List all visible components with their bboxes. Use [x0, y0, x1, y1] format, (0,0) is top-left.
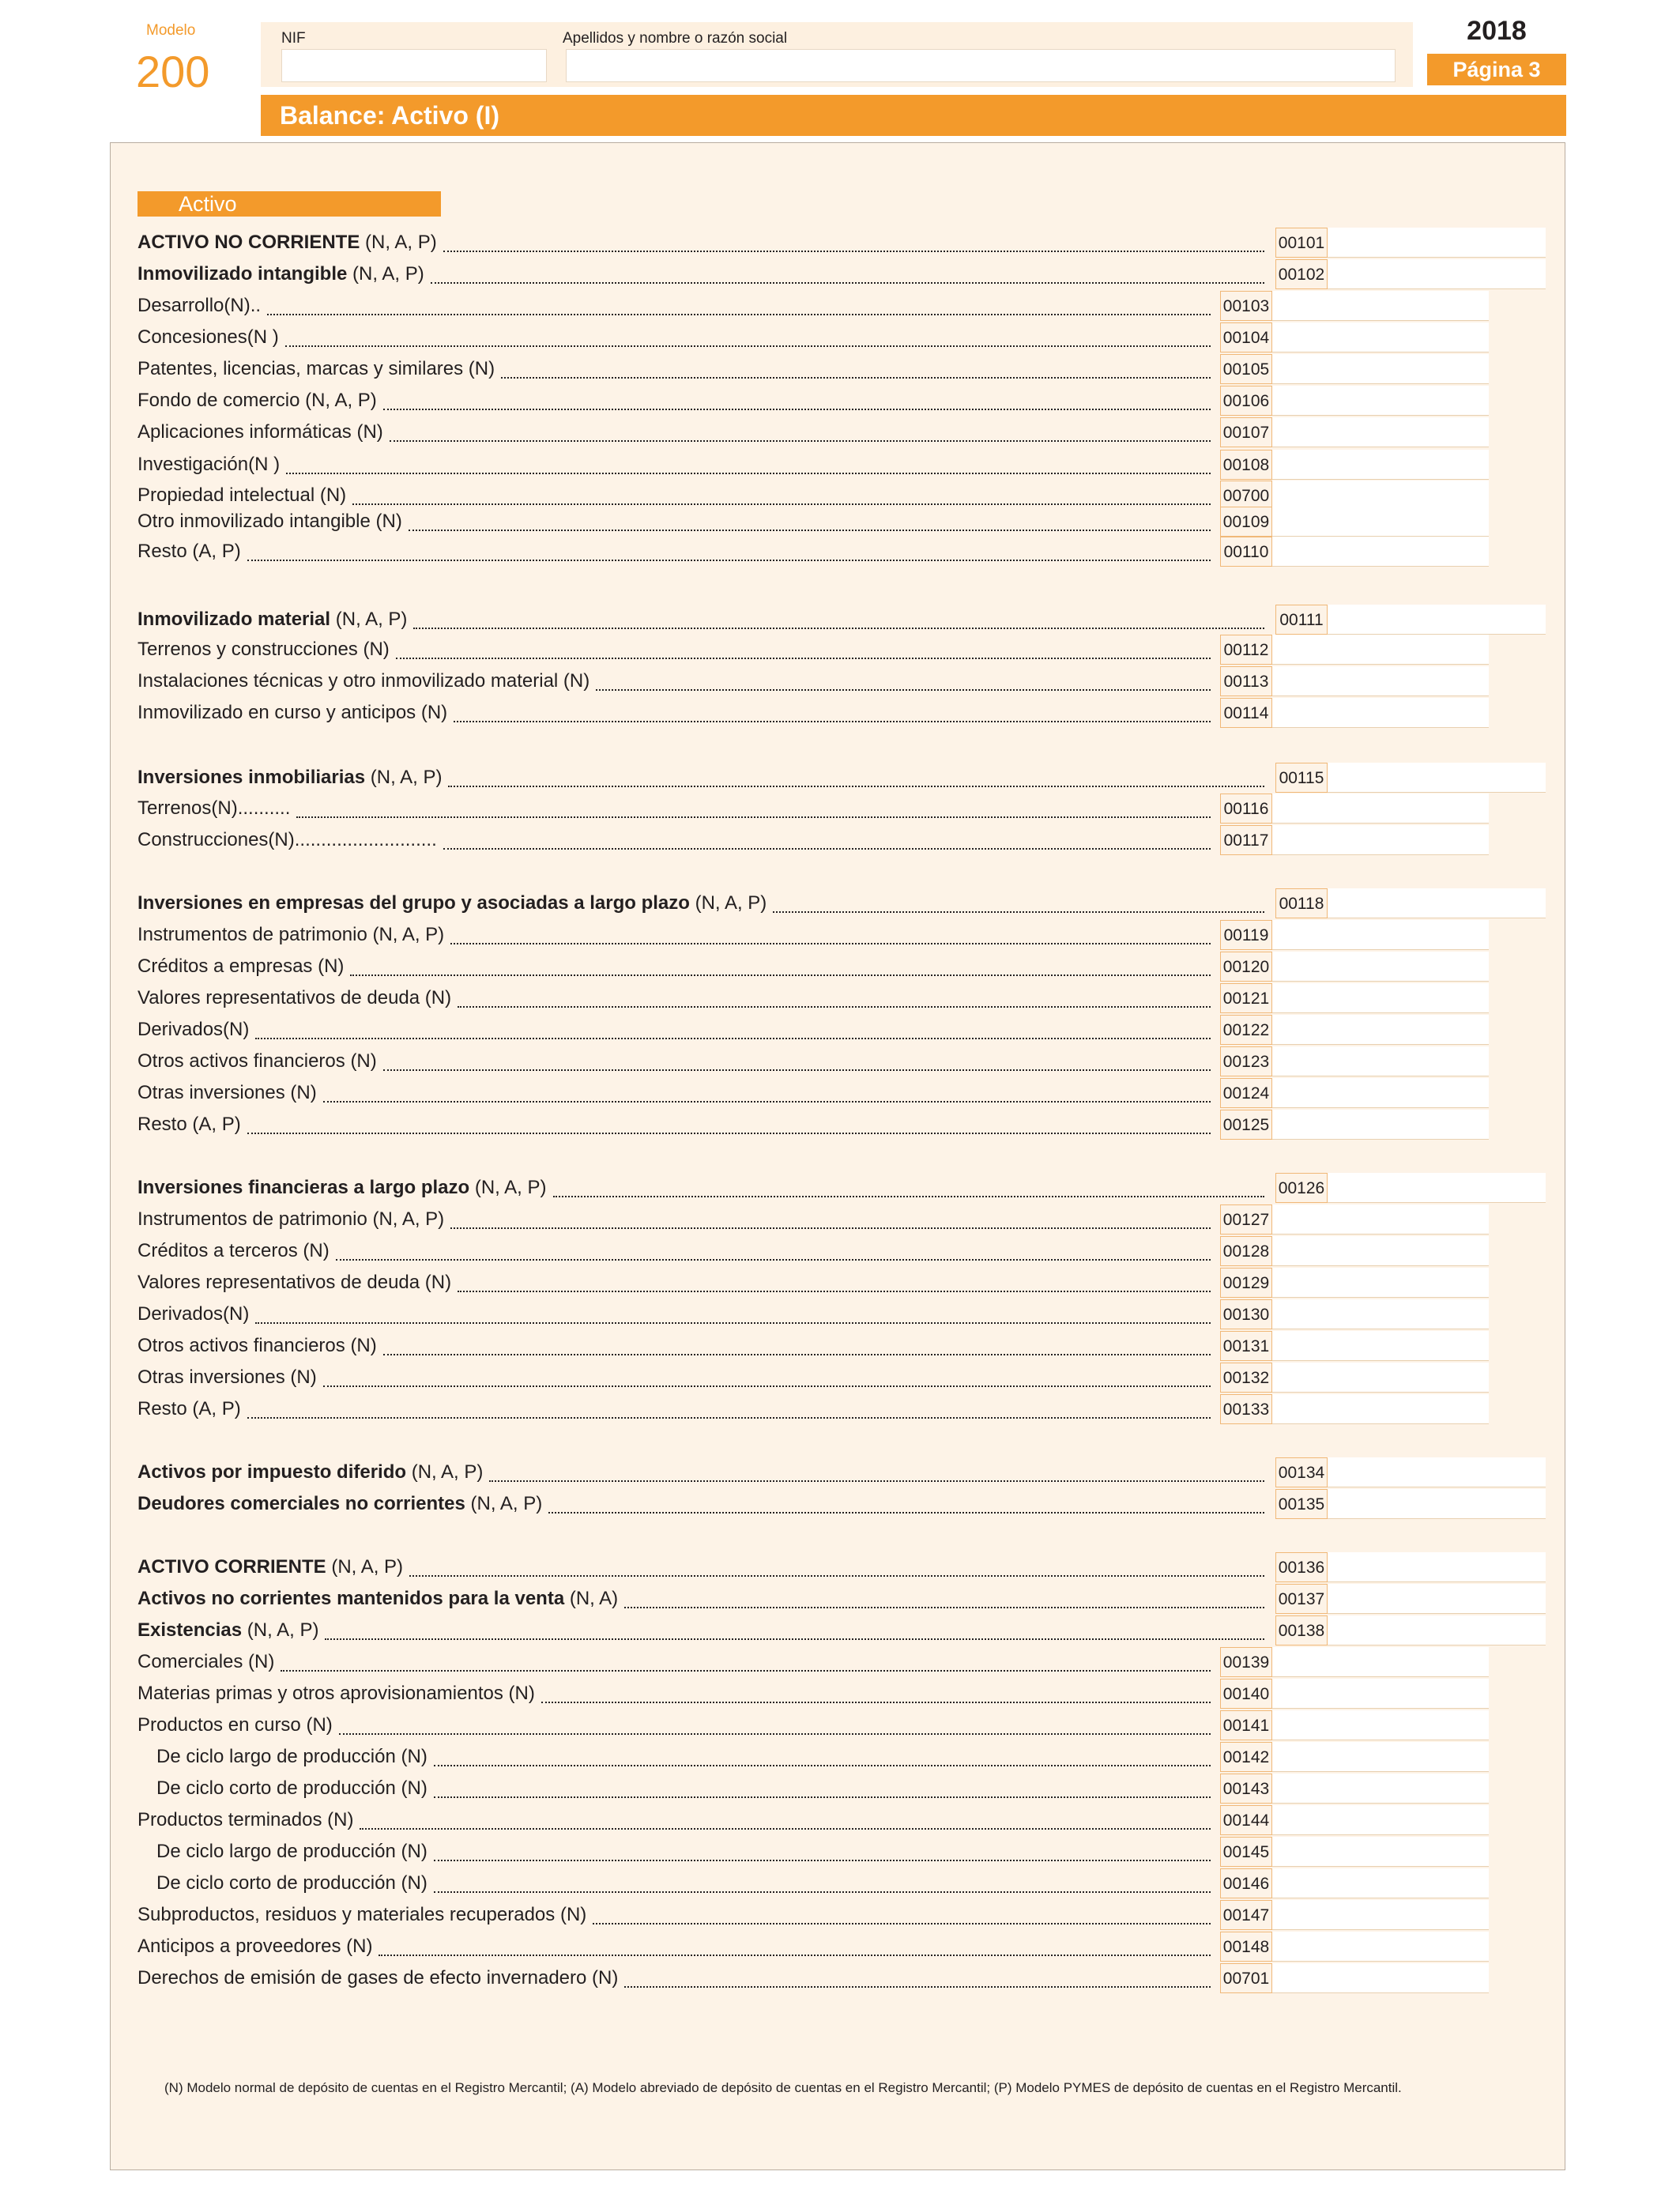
dotted-leader: [350, 973, 1211, 976]
dotted-leader: [281, 1668, 1211, 1672]
amount-input-00129[interactable]: [1272, 1268, 1489, 1298]
row-label-main: Terrenos(N)..........: [137, 797, 291, 819]
page-number: Página 3: [1427, 54, 1566, 85]
amount-input-00148[interactable]: [1272, 1932, 1489, 1962]
row-label-main: Deudores comerciales no corrientes: [137, 1493, 465, 1514]
dotted-leader: [285, 344, 1211, 347]
amount-input-00127[interactable]: [1272, 1204, 1489, 1235]
field-code: 00136: [1275, 1552, 1328, 1582]
nif-label: NIF: [281, 30, 306, 47]
row-label-00117: [137, 827, 437, 853]
dotted-leader: [553, 1194, 1264, 1197]
dotted-leader: [431, 281, 1264, 284]
field-code: 00123: [1220, 1046, 1272, 1076]
dotted-leader: [624, 1605, 1264, 1608]
row-label-00101: [137, 230, 437, 255]
field-code: 00126: [1275, 1173, 1328, 1203]
row-label-main: Créditos a empresas (N): [137, 956, 345, 977]
field-code: 00127: [1220, 1204, 1272, 1235]
dotted-leader: [296, 815, 1211, 818]
row-label-main: Materias primas y otros aprovisionamientos (N): [137, 1683, 535, 1704]
field-code: 00117: [1220, 825, 1272, 855]
row-label-main: Terrenos y construcciones (N): [137, 639, 390, 660]
amount-input-00141[interactable]: [1272, 1710, 1489, 1740]
row-label-00111: [137, 607, 407, 632]
row-label-00701: [137, 1966, 618, 1991]
row-label-main: Valores representativos de deuda (N): [137, 1272, 452, 1293]
name-field[interactable]: [566, 49, 1396, 82]
row-label-00144: [137, 1808, 353, 1833]
amount-input-00109[interactable]: [1272, 507, 1489, 537]
dotted-leader: [458, 1005, 1211, 1008]
dotted-leader: [247, 1131, 1211, 1134]
amount-input-00121[interactable]: [1272, 983, 1489, 1013]
row-label-00700: [137, 483, 346, 508]
amount-input-00116[interactable]: [1272, 794, 1489, 824]
field-code: 00112: [1220, 635, 1272, 665]
row-label-main: Desarrollo(N)..: [137, 295, 262, 316]
field-code: 00700: [1220, 481, 1272, 511]
amount-input-00145[interactable]: [1272, 1837, 1489, 1867]
field-code: 00110: [1220, 537, 1272, 567]
amount-input-00103[interactable]: [1272, 291, 1489, 321]
dotted-leader: [489, 1479, 1264, 1482]
amount-input-00108[interactable]: [1272, 450, 1489, 480]
field-code: 00148: [1220, 1932, 1272, 1962]
amount-input-00102[interactable]: [1328, 259, 1546, 289]
field-code: 00137: [1275, 1584, 1328, 1614]
row-label-00108: [137, 452, 280, 477]
row-label-00113: [137, 669, 590, 694]
row-label-00118: [137, 891, 767, 916]
amount-input-00106[interactable]: [1272, 386, 1489, 416]
field-code: 00124: [1220, 1078, 1272, 1108]
row-label-00115: [137, 765, 442, 790]
row-label-suffix: (N, A, P): [406, 1461, 484, 1483]
dotted-leader: [434, 1890, 1211, 1893]
name-label: Apellidos y nombre o razón social: [563, 30, 788, 47]
amount-input-00115[interactable]: [1328, 763, 1546, 793]
row-label-00143: [156, 1776, 428, 1801]
amount-input-00111[interactable]: [1328, 605, 1546, 635]
dotted-leader: [383, 407, 1211, 410]
dotted-leader: [454, 719, 1211, 722]
row-label-00126: [137, 1175, 547, 1201]
row-label-00148: [137, 1934, 372, 1959]
row-label-00123: [137, 1049, 377, 1074]
field-code: 00141: [1220, 1710, 1272, 1740]
amount-input-00123[interactable]: [1272, 1046, 1489, 1076]
field-code: 00108: [1220, 450, 1272, 480]
field-code: 00135: [1275, 1489, 1328, 1519]
field-code: 00132: [1220, 1363, 1272, 1393]
dotted-leader: [541, 1700, 1211, 1703]
field-code: 00105: [1220, 354, 1272, 384]
row-label-00131: [137, 1333, 377, 1359]
amount-input-00104[interactable]: [1272, 322, 1489, 352]
amount-input-00112[interactable]: [1272, 635, 1489, 665]
field-code: 00114: [1220, 698, 1272, 728]
amount-input-00128[interactable]: [1272, 1236, 1489, 1266]
row-label-00138: [137, 1618, 318, 1643]
row-label-main: Derivados(N): [137, 1019, 250, 1040]
form-year: 2018: [1467, 16, 1527, 46]
row-label-suffix: (N, A, P): [326, 1556, 404, 1578]
row-label-suffix: (N, A): [564, 1588, 619, 1609]
row-label-main: Otros activos financieros (N): [137, 1335, 377, 1356]
field-code: 00131: [1220, 1331, 1272, 1361]
dotted-leader: [448, 784, 1264, 787]
amount-input-00126[interactable]: [1328, 1173, 1546, 1203]
row-label-00133: [137, 1397, 241, 1422]
field-code: 00119: [1220, 920, 1272, 950]
row-label-main: ACTIVO NO CORRIENTE: [137, 232, 360, 253]
field-code: 00107: [1220, 417, 1272, 447]
row-label-main: Inmovilizado intangible: [137, 263, 348, 285]
row-label-00128: [137, 1238, 330, 1264]
amount-input-00142[interactable]: [1272, 1742, 1489, 1772]
field-code: 00122: [1220, 1015, 1272, 1045]
amount-input-00133[interactable]: [1272, 1394, 1489, 1424]
row-label-suffix: (N, A, P): [330, 609, 408, 630]
dotted-leader: [247, 1416, 1211, 1419]
field-code: 00129: [1220, 1268, 1272, 1298]
dotted-leader: [323, 1384, 1211, 1387]
row-label-00103: [137, 293, 261, 319]
field-code: 00115: [1275, 763, 1328, 793]
row-label-00107: [137, 420, 383, 445]
row-label-main: Anticipos a proveedores (N): [137, 1936, 373, 1957]
amount-input-00114[interactable]: [1272, 698, 1489, 728]
amount-input-00120[interactable]: [1272, 952, 1489, 982]
row-label-00142: [156, 1744, 428, 1770]
field-code: 00140: [1220, 1679, 1272, 1709]
dotted-leader: [413, 626, 1264, 629]
field-code: 00104: [1220, 322, 1272, 352]
row-label-00132: [137, 1365, 317, 1390]
amount-input-00138[interactable]: [1328, 1615, 1546, 1646]
nif-field[interactable]: [281, 49, 547, 82]
dotted-leader: [409, 1574, 1264, 1577]
field-code: 00145: [1220, 1837, 1272, 1867]
field-code: 00146: [1220, 1868, 1272, 1898]
dotted-leader: [548, 1510, 1264, 1514]
amount-input-00134[interactable]: [1328, 1457, 1546, 1487]
row-label-main: Instrumentos de patrimonio (N, A, P): [137, 924, 445, 945]
row-label-main: Otras inversiones (N): [137, 1367, 317, 1388]
amount-input-00113[interactable]: [1272, 666, 1489, 696]
row-label-main: Productos en curso (N): [137, 1714, 333, 1736]
page-title: Balance: Activo (I): [261, 95, 1566, 136]
row-label-00135: [137, 1491, 542, 1517]
dotted-leader: [255, 1321, 1211, 1324]
row-label-main: Resto (A, P): [137, 1114, 241, 1135]
dotted-leader: [773, 910, 1264, 913]
row-label-main: Inversiones en empresas del grupo y asociadas a largo plazo: [137, 892, 690, 914]
footnote: (N) Modelo normal de depósito de cuentas en el Registro Mercantil; (A) Modelo abreviado de depósito de cuentas en el Registro Mercantil; (P) Modelo PYMES de depósito de cuentas en el Registro Mercantil.: [164, 2080, 1402, 2095]
amount-input-00101[interactable]: [1328, 228, 1546, 258]
dotted-leader: [286, 471, 1211, 474]
field-code: 00128: [1220, 1236, 1272, 1266]
field-code: 00116: [1220, 794, 1272, 824]
amount-input-00144[interactable]: [1272, 1805, 1489, 1835]
row-label-main: Otro inmovilizado intangible (N): [137, 511, 402, 532]
field-code: 00101: [1275, 228, 1328, 258]
dotted-leader: [352, 502, 1211, 505]
dotted-leader: [323, 1099, 1211, 1103]
row-label-suffix: (N, A, P): [360, 232, 437, 253]
row-label-main: Existencias: [137, 1619, 243, 1641]
row-label-main: Aplicaciones informáticas (N): [137, 421, 383, 443]
field-code: 00103: [1220, 291, 1272, 321]
row-label-00137: [137, 1586, 618, 1612]
amount-input-00122[interactable]: [1272, 1015, 1489, 1045]
dotted-leader: [396, 656, 1211, 659]
dotted-leader: [379, 1953, 1211, 1956]
dotted-leader: [267, 312, 1211, 315]
dotted-leader: [339, 1732, 1211, 1735]
amount-input-00105[interactable]: [1272, 354, 1489, 384]
dotted-leader: [434, 1763, 1211, 1766]
amount-input-00107[interactable]: [1272, 417, 1489, 447]
field-code: 00134: [1275, 1457, 1328, 1487]
row-label-main: Propiedad intelectual (N): [137, 484, 347, 506]
row-label-00109: [137, 509, 402, 534]
row-label-00104: [137, 325, 279, 350]
row-label-00140: [137, 1681, 535, 1706]
field-code: 00106: [1220, 386, 1272, 416]
row-label-suffix: (N, A, P): [689, 892, 767, 914]
field-code: 00147: [1220, 1900, 1272, 1930]
row-label-main: Investigación(N ): [137, 454, 281, 475]
dotted-leader: [247, 558, 1211, 561]
row-label-00146: [156, 1871, 428, 1896]
amount-input-00146[interactable]: [1272, 1868, 1489, 1898]
dotted-leader: [383, 1352, 1211, 1355]
row-label-main: Créditos a terceros (N): [137, 1240, 330, 1261]
row-label-suffix: (N, A, P): [365, 767, 443, 788]
row-label-main: De ciclo corto de producción (N): [156, 1872, 428, 1894]
amount-input-00119[interactable]: [1272, 920, 1489, 950]
amount-input-00117[interactable]: [1272, 825, 1489, 855]
dotted-leader: [390, 439, 1211, 442]
amount-input-00131[interactable]: [1272, 1331, 1489, 1361]
dotted-leader: [255, 1036, 1211, 1039]
field-code: 00142: [1220, 1742, 1272, 1772]
row-label-00145: [156, 1839, 428, 1864]
row-label-main: De ciclo corto de producción (N): [156, 1777, 428, 1799]
field-code: 00143: [1220, 1774, 1272, 1804]
amount-input-00118[interactable]: [1328, 888, 1546, 918]
row-label-main: Inversiones financieras a largo plazo: [137, 1177, 470, 1198]
amount-input-00135[interactable]: [1328, 1489, 1546, 1519]
field-code: 00144: [1220, 1805, 1272, 1835]
field-code: 00130: [1220, 1299, 1272, 1329]
row-label-main: Instalaciones técnicas y otro inmovilizado material (N): [137, 670, 590, 692]
dotted-leader: [624, 1985, 1211, 1988]
field-code: 00701: [1220, 1963, 1272, 1993]
dotted-leader: [409, 528, 1211, 531]
row-label-main: De ciclo largo de producción (N): [156, 1841, 428, 1862]
row-label-main: Fondo de comercio (N, A, P): [137, 390, 377, 411]
dotted-leader: [336, 1257, 1211, 1261]
section-label: Activo: [137, 191, 441, 217]
amount-input-00701[interactable]: [1272, 1963, 1489, 1993]
row-label-suffix: (N, A, P): [242, 1619, 319, 1641]
dotted-leader: [458, 1289, 1211, 1292]
row-label-00139: [137, 1649, 274, 1675]
row-label-00106: [137, 388, 377, 413]
row-label-00105: [137, 356, 495, 382]
amount-input-00125[interactable]: [1272, 1110, 1489, 1140]
row-label-00120: [137, 954, 344, 979]
row-label-00127: [137, 1207, 444, 1232]
field-code: 00109: [1220, 507, 1272, 537]
row-label-main: Concesiones(N ): [137, 326, 279, 348]
row-label-00125: [137, 1112, 241, 1137]
field-code: 00120: [1220, 952, 1272, 982]
field-code: 00102: [1275, 259, 1328, 289]
field-code: 00138: [1275, 1615, 1328, 1646]
modelo-label: Modelo: [146, 22, 196, 39]
row-label-suffix: (N, A, P): [347, 263, 424, 285]
row-label-00130: [137, 1302, 249, 1327]
row-label-00134: [137, 1460, 483, 1485]
row-label-00110: [137, 539, 241, 564]
dotted-leader: [593, 1921, 1211, 1924]
row-label-main: Activos no corrientes mantenidos para la venta: [137, 1588, 565, 1609]
dotted-leader: [501, 375, 1211, 379]
row-label-00119: [137, 922, 444, 948]
row-label-00136: [137, 1555, 403, 1580]
amount-input-00110[interactable]: [1272, 537, 1489, 567]
amount-input-00132[interactable]: [1272, 1363, 1489, 1393]
row-label-00116: [137, 796, 290, 821]
row-label-main: Otros activos financieros (N): [137, 1050, 377, 1072]
row-label-main: Instrumentos de patrimonio (N, A, P): [137, 1208, 445, 1230]
row-label-00129: [137, 1270, 451, 1295]
row-label-00122: [137, 1017, 249, 1042]
row-label-00112: [137, 637, 390, 662]
row-label-main: Resto (A, P): [137, 1398, 241, 1419]
field-code: 00121: [1220, 983, 1272, 1013]
row-label-main: Derechos de emisión de gases de efecto invernadero (N): [137, 1967, 619, 1989]
row-label-main: Comerciales (N): [137, 1651, 275, 1672]
row-label-main: Construcciones(N)...........................: [137, 829, 437, 850]
row-label-main: Inmovilizado material: [137, 609, 331, 630]
row-label-00102: [137, 262, 424, 287]
amount-input-00147[interactable]: [1272, 1900, 1489, 1930]
row-label-main: De ciclo largo de producción (N): [156, 1746, 428, 1767]
row-label-00124: [137, 1080, 317, 1106]
amount-input-00136[interactable]: [1328, 1552, 1546, 1582]
amount-input-00139[interactable]: [1272, 1647, 1489, 1677]
amount-input-00143[interactable]: [1272, 1774, 1489, 1804]
row-label-suffix: (N, A, P): [469, 1177, 547, 1198]
row-label-main: Otras inversiones (N): [137, 1082, 317, 1103]
row-label-main: ACTIVO CORRIENTE: [137, 1556, 326, 1578]
dotted-leader: [360, 1826, 1211, 1830]
row-label-main: Valores representativos de deuda (N): [137, 987, 452, 1008]
dotted-leader: [434, 1858, 1211, 1861]
row-label-00121: [137, 986, 451, 1011]
amount-input-00124[interactable]: [1272, 1078, 1489, 1108]
row-label-00114: [137, 700, 447, 726]
dotted-leader: [443, 846, 1211, 850]
amount-input-00140[interactable]: [1272, 1679, 1489, 1709]
row-label-main: Subproductos, residuos y materiales recuperados (N): [137, 1904, 587, 1925]
dotted-leader: [443, 249, 1264, 252]
field-code: 00125: [1220, 1110, 1272, 1140]
row-label-main: Resto (A, P): [137, 541, 241, 562]
row-label-main: Productos terminados (N): [137, 1809, 354, 1830]
amount-input-00137[interactable]: [1328, 1584, 1546, 1614]
dotted-leader: [450, 941, 1211, 944]
row-label-main: Inmovilizado en curso y anticipos (N): [137, 702, 448, 723]
field-code: 00133: [1220, 1394, 1272, 1424]
dotted-leader: [325, 1637, 1264, 1640]
row-label-00141: [137, 1713, 333, 1738]
row-label-suffix: (N, A, P): [465, 1493, 543, 1514]
dotted-leader: [596, 688, 1211, 691]
row-label-main: Patentes, licencias, marcas y similares (N): [137, 358, 495, 379]
field-code: 00139: [1220, 1647, 1272, 1677]
row-label-main: Activos por impuesto diferido: [137, 1461, 407, 1483]
row-label-main: Derivados(N): [137, 1303, 250, 1325]
dotted-leader: [383, 1068, 1211, 1071]
field-code: 00118: [1275, 888, 1328, 918]
row-label-main: Inversiones inmobiliarias: [137, 767, 366, 788]
field-code: 00111: [1275, 605, 1328, 635]
row-label-00147: [137, 1902, 586, 1928]
dotted-leader: [450, 1226, 1211, 1229]
amount-input-00130[interactable]: [1272, 1299, 1489, 1329]
dotted-leader: [434, 1795, 1211, 1798]
field-code: 00113: [1220, 666, 1272, 696]
modelo-number: 200: [136, 47, 210, 96]
